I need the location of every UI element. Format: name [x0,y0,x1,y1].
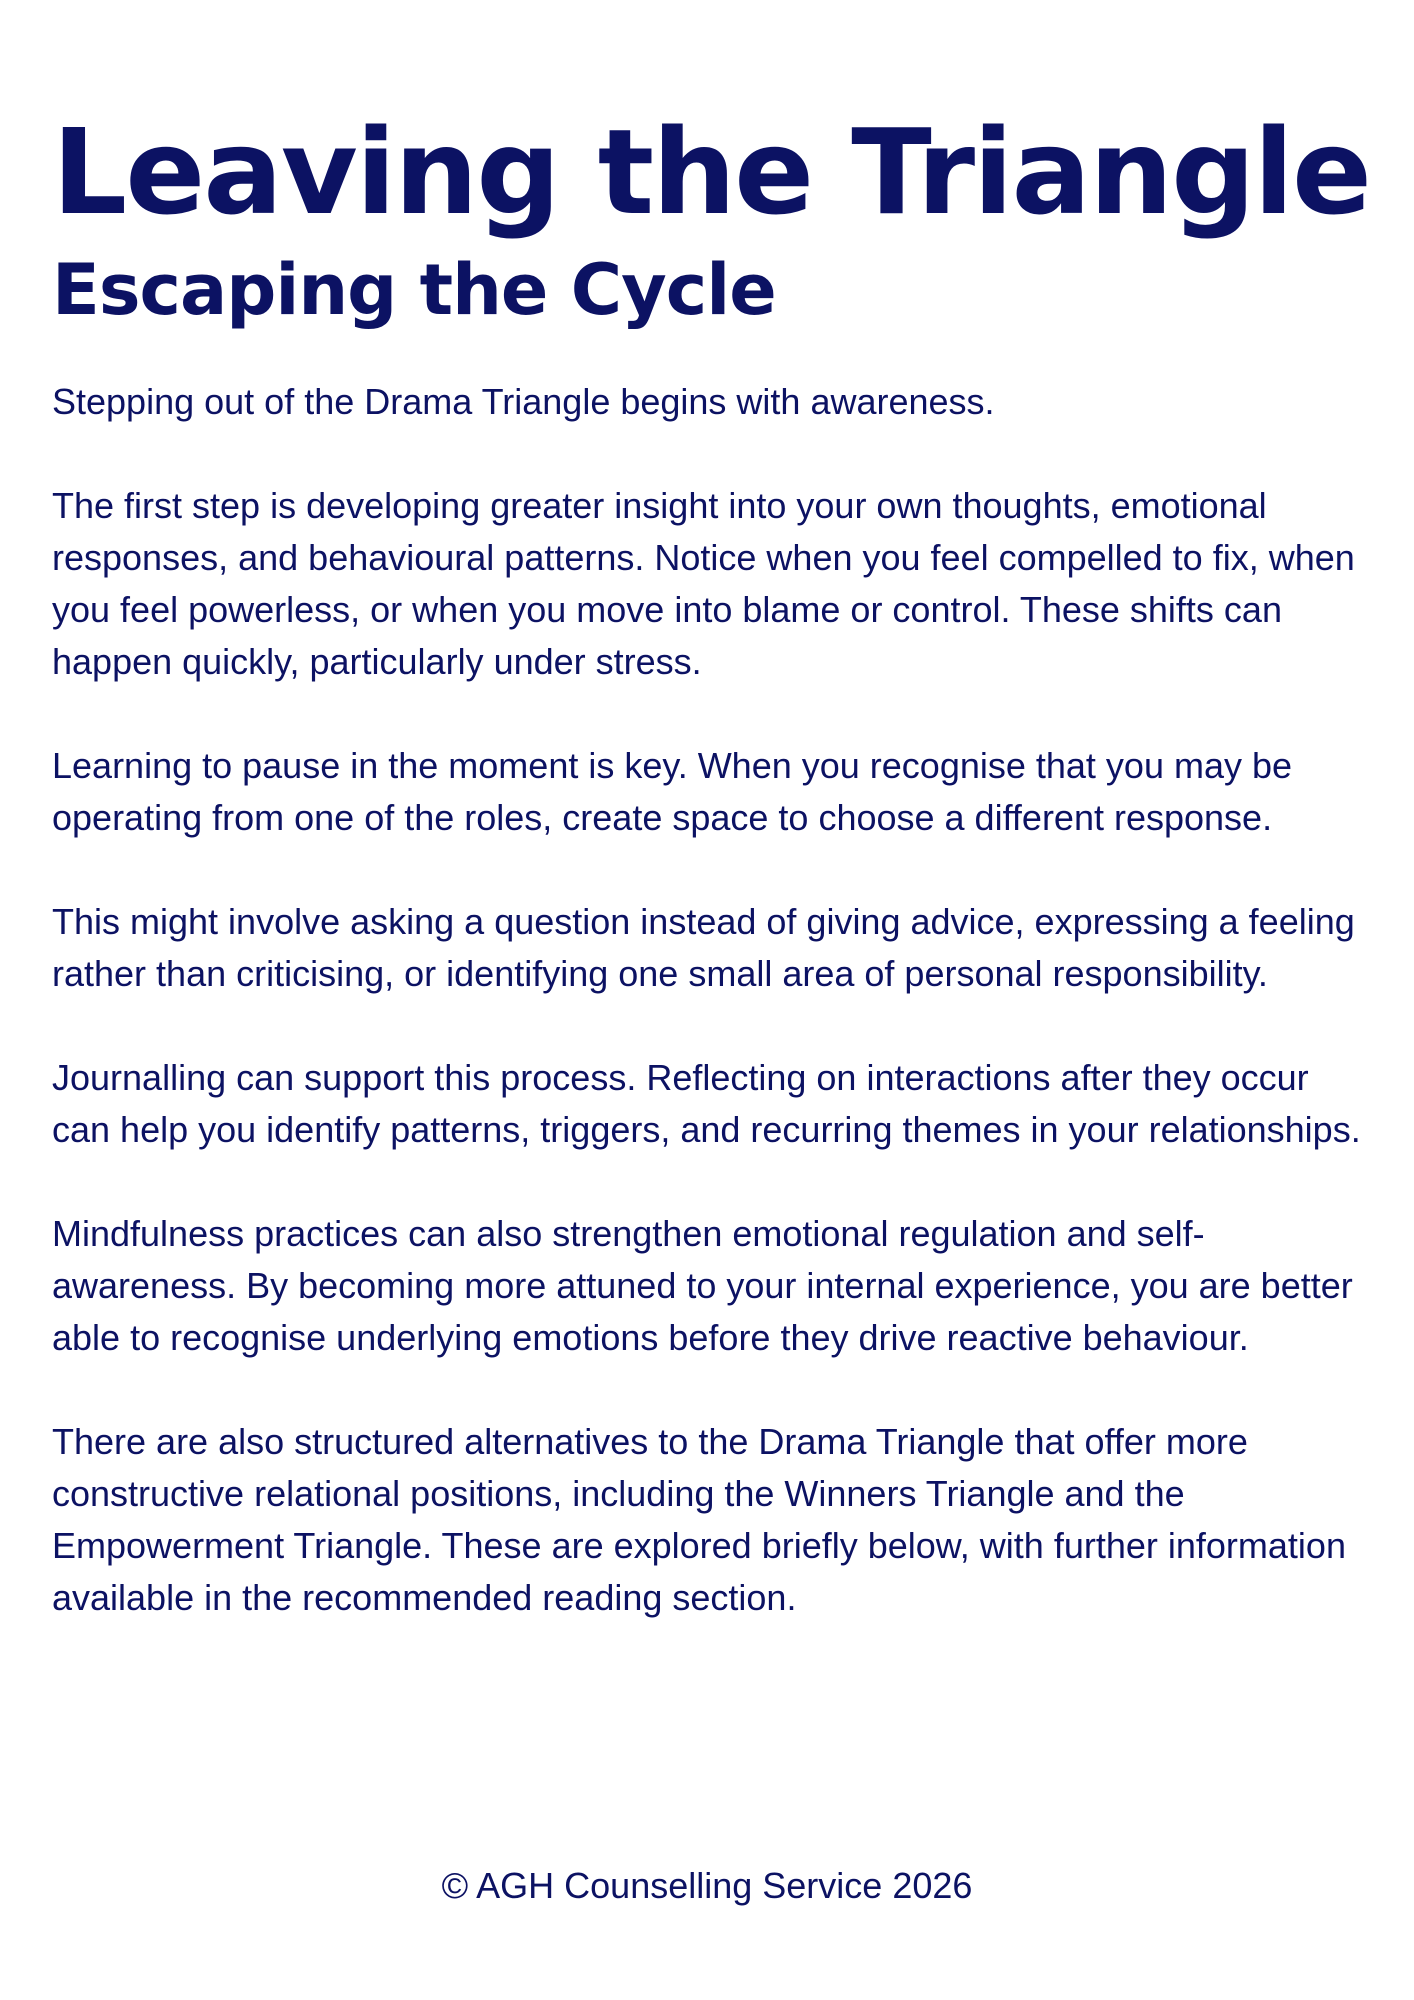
paragraph-awareness: Stepping out of the Drama Triangle begins with awareness. [52,381,995,422]
paragraph-structured-alternatives: There are also structured alternatives to the Drama Triangle that offer more constructive relational positions, including the Winners Triangle and the Empowerment Triangle. These are explored briefly below, with further information available in the recommended reading section. [52,1421,1346,1618]
paragraph-journalling: Journalling can support this process. Reflecting on interactions after they occur can help you identify patterns, triggers, and recurring themes in your relationships. [52,1057,1361,1150]
paragraph-first-step: The first step is developing greater insight into your own thoughts, emotional responses, and behavioural patterns. Notice when you feel compelled to fix, when you feel powerless, or when you move into blame or control. These shifts can happen quickly, particularly under stress. [52,485,1355,682]
paragraph-mindfulness: Mindfulness practices can also strengthen emotional regulation and self-awareness. By becoming more attuned to your internal experience, you are better able to recognise underlying emotions before they drive reactive behaviour. [52,1213,1353,1358]
page-title: Leaving the Triangle [52,103,1371,241]
body-text [52,376,1372,1624]
copyright-footer: © AGH Counselling Service 2026 [441,1865,973,1906]
page-subtitle: Escaping the Cycle [52,249,776,331]
paragraph-alternatives-response: This might involve asking a question instead of giving advice, expressing a feeling rather than criticising, or identifying one small area of personal responsibility. [52,901,1355,994]
paragraph-pause: Learning to pause in the moment is key. When you recognise that you may be operating from one of the roles, create space to choose a different response. [52,745,1293,838]
